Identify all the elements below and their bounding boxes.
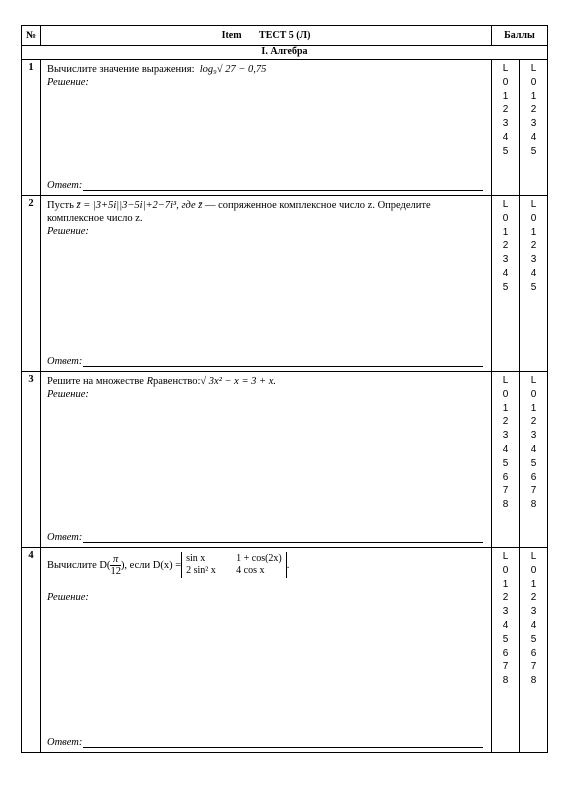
set-symbol: R: [146, 376, 153, 387]
item-row: [22, 548, 548, 753]
question: Решите на множестве Rравенство:√ 3x² − x = 3 + x.: [47, 376, 277, 387]
solution-label: Решение:: [47, 226, 89, 237]
question: Вычислите D( $\frac{\pi}{12}$ ), если D(x) = sin x 1 + cos(2x) 2 sin² x 4 cos x .: [47, 553, 290, 577]
section-row: [22, 46, 548, 60]
answer-line[interactable]: [83, 533, 483, 543]
fraction: $\frac{\pi}{12}$: [110, 553, 121, 577]
answer-line[interactable]: [83, 181, 483, 191]
determinant-matrix: sin x 1 + cos(2x) 2 sin² x 4 cos x: [181, 552, 287, 578]
item-content: [41, 548, 492, 753]
header-row: [22, 26, 548, 46]
item-number: 2: [22, 196, 41, 372]
math-expression: log₉√ 27 − 0,75: [199, 64, 267, 75]
answer-field[interactable]: [47, 180, 483, 191]
solution-label: Решение:: [47, 592, 89, 603]
answer-label: Ответ:: [47, 737, 83, 748]
score-column-1: L 0 1 2 3 4 5: [491, 196, 519, 372]
answer-field[interactable]: [47, 532, 483, 543]
answer-field[interactable]: [47, 737, 483, 748]
score-column-2: L 0 1 2 3 4 5: [519, 60, 547, 196]
answer-label: Ответ:: [47, 532, 83, 543]
test-table: [21, 25, 548, 753]
item-number: 3: [22, 372, 41, 548]
answer-line[interactable]: [83, 357, 483, 367]
question: Вычислите значение выражения: log₉√ 27 − 0,75: [47, 64, 267, 75]
item-content: [41, 60, 492, 196]
item-content: [41, 196, 492, 372]
solution-label: Решение:: [47, 77, 89, 88]
answer-label: Ответ:: [47, 356, 83, 367]
answer-field[interactable]: [47, 356, 483, 367]
score-column-1: L 0 1 2 3 4 5: [491, 60, 519, 196]
header-score: Баллы: [491, 26, 547, 46]
item-content: [41, 372, 492, 548]
header-item: Item ТЕСТ 5 (Л): [41, 26, 492, 46]
item-row: [22, 196, 548, 372]
item-row: [22, 60, 548, 196]
math-expression: √ 3x² − x = 3 + x.: [200, 376, 277, 387]
score-column-1: L 0 1 2 3 4 5 6 7 8: [491, 372, 519, 548]
score-column-2: L 0 1 2 3 4 5: [519, 196, 547, 372]
score-column-2: L 0 1 2 3 4 5 6 7 8: [519, 372, 547, 548]
item-row: [22, 372, 548, 548]
solution-label: Решение:: [47, 389, 89, 400]
score-column-1: L 0 1 2 3 4 5 6 7 8: [491, 548, 519, 753]
item-number: 4: [22, 548, 41, 753]
answer-line[interactable]: [83, 738, 483, 748]
header-number: №: [22, 26, 41, 46]
question: Пусть z̄ = |3+5i||3−5i|+2−7i³, где z̄ — сопряженное комплексное число z. Определите комплексное число z.: [47, 200, 431, 224]
math-expression: z̄ = |3+5i||3−5i|+2−7i³, где z̄: [76, 200, 203, 211]
item-number: 1: [22, 60, 41, 196]
answer-label: Ответ:: [47, 180, 83, 191]
score-column-2: L 0 1 2 3 4 5 6 7 8: [519, 548, 547, 753]
section-title: I. Алгебра: [22, 46, 548, 60]
